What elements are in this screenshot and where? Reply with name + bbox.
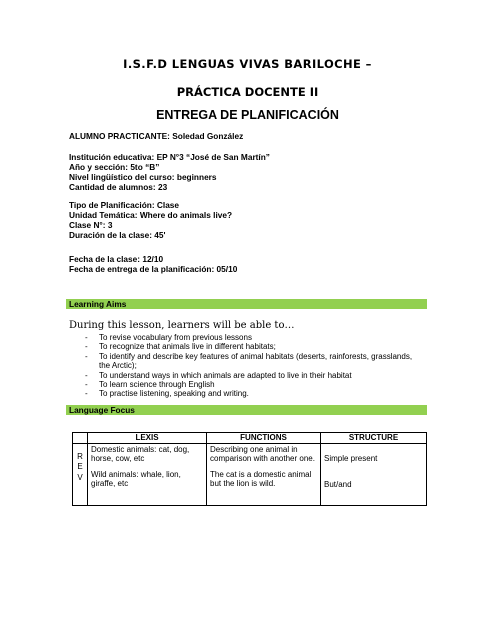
rev-letter: R xyxy=(77,451,83,461)
institution-heading: I.S.F.D LENGUAS VIVAS BARILOCHE – xyxy=(123,57,372,71)
school-field: Institución educativa: EP N°3 “José de San Martín” xyxy=(69,152,270,162)
rev-letter: E xyxy=(77,462,83,471)
list-item: - To learn science through English xyxy=(85,380,215,390)
unit-field: Unidad Temática: Where do animals live? xyxy=(69,210,233,220)
duration-field: Duración de la clase: 45' xyxy=(69,230,166,240)
level-field: Nivel lingüístico del curso: beginners xyxy=(69,172,217,182)
structure-conjunctions: But/and xyxy=(324,479,352,489)
functions-header: FUNCTIONS xyxy=(207,433,321,444)
structure-simple-present: Simple present xyxy=(324,454,378,463)
structure-cell xyxy=(321,443,427,505)
grade-field: Año y sección: 5to “B” xyxy=(69,162,160,172)
learning-aims-bar xyxy=(66,299,427,309)
list-item: - To practise listening, speaking and writing. xyxy=(85,389,249,399)
list-item: - To understand ways in which animals are adapted to live in their habitat xyxy=(85,370,352,380)
list-item: - To identify and describe key features of animal habitats (deserts, rainforests, grasslands, the Arctic); xyxy=(85,351,413,371)
learning-aims-heading: Learning Aims xyxy=(69,299,127,309)
empty-header-cell xyxy=(73,433,88,444)
course-heading: PRÁCTICA DOCENTE II xyxy=(176,85,319,99)
structure-header: STRUCTURE xyxy=(321,433,427,444)
delivery-date-field: Fecha de entrega de la planificación: 05/10 xyxy=(69,264,238,274)
aims-intro: During this lesson, learners will be able to… xyxy=(69,320,295,331)
students-count-field: Cantidad de alumnos: 23 xyxy=(69,182,168,192)
student-name: ALUMNO PRACTICANTE: Soledad González xyxy=(69,131,244,141)
lexis-cell xyxy=(88,443,207,505)
list-item: - To revise vocabulary from previous lessons xyxy=(85,333,252,342)
lexis-header: LEXIS xyxy=(88,433,207,444)
language-focus-heading: Language Focus xyxy=(69,405,135,415)
table-row xyxy=(73,443,427,505)
class-date-field: Fecha de la clase: 12/10 xyxy=(69,254,164,264)
lexis-domestic: Domestic animals: cat, dog, horse, cow, etc xyxy=(91,444,190,463)
function-description: Describing one animal in comparison with another one. xyxy=(210,444,315,463)
functions-cell xyxy=(207,443,321,505)
table-header-row xyxy=(73,433,427,444)
list-item: - To recognize that animals live in different habitats; xyxy=(85,342,276,352)
rev-cell xyxy=(73,443,88,505)
aims-list xyxy=(85,333,425,399)
function-example: The cat is a domestic animal but the lion is wild. xyxy=(210,469,312,488)
rev-letter: V xyxy=(77,472,83,482)
document-title: ENTREGA DE PLANIFICACIÓN xyxy=(156,108,339,122)
language-focus-table xyxy=(72,432,427,506)
lexis-wild: Wild animals: whale, lion, giraffe, etc xyxy=(91,469,181,488)
class-number-field: Clase N°: 3 xyxy=(69,220,113,230)
language-focus-bar xyxy=(66,405,427,415)
plan-type-field: Tipo de Planificación: Clase xyxy=(69,200,180,210)
